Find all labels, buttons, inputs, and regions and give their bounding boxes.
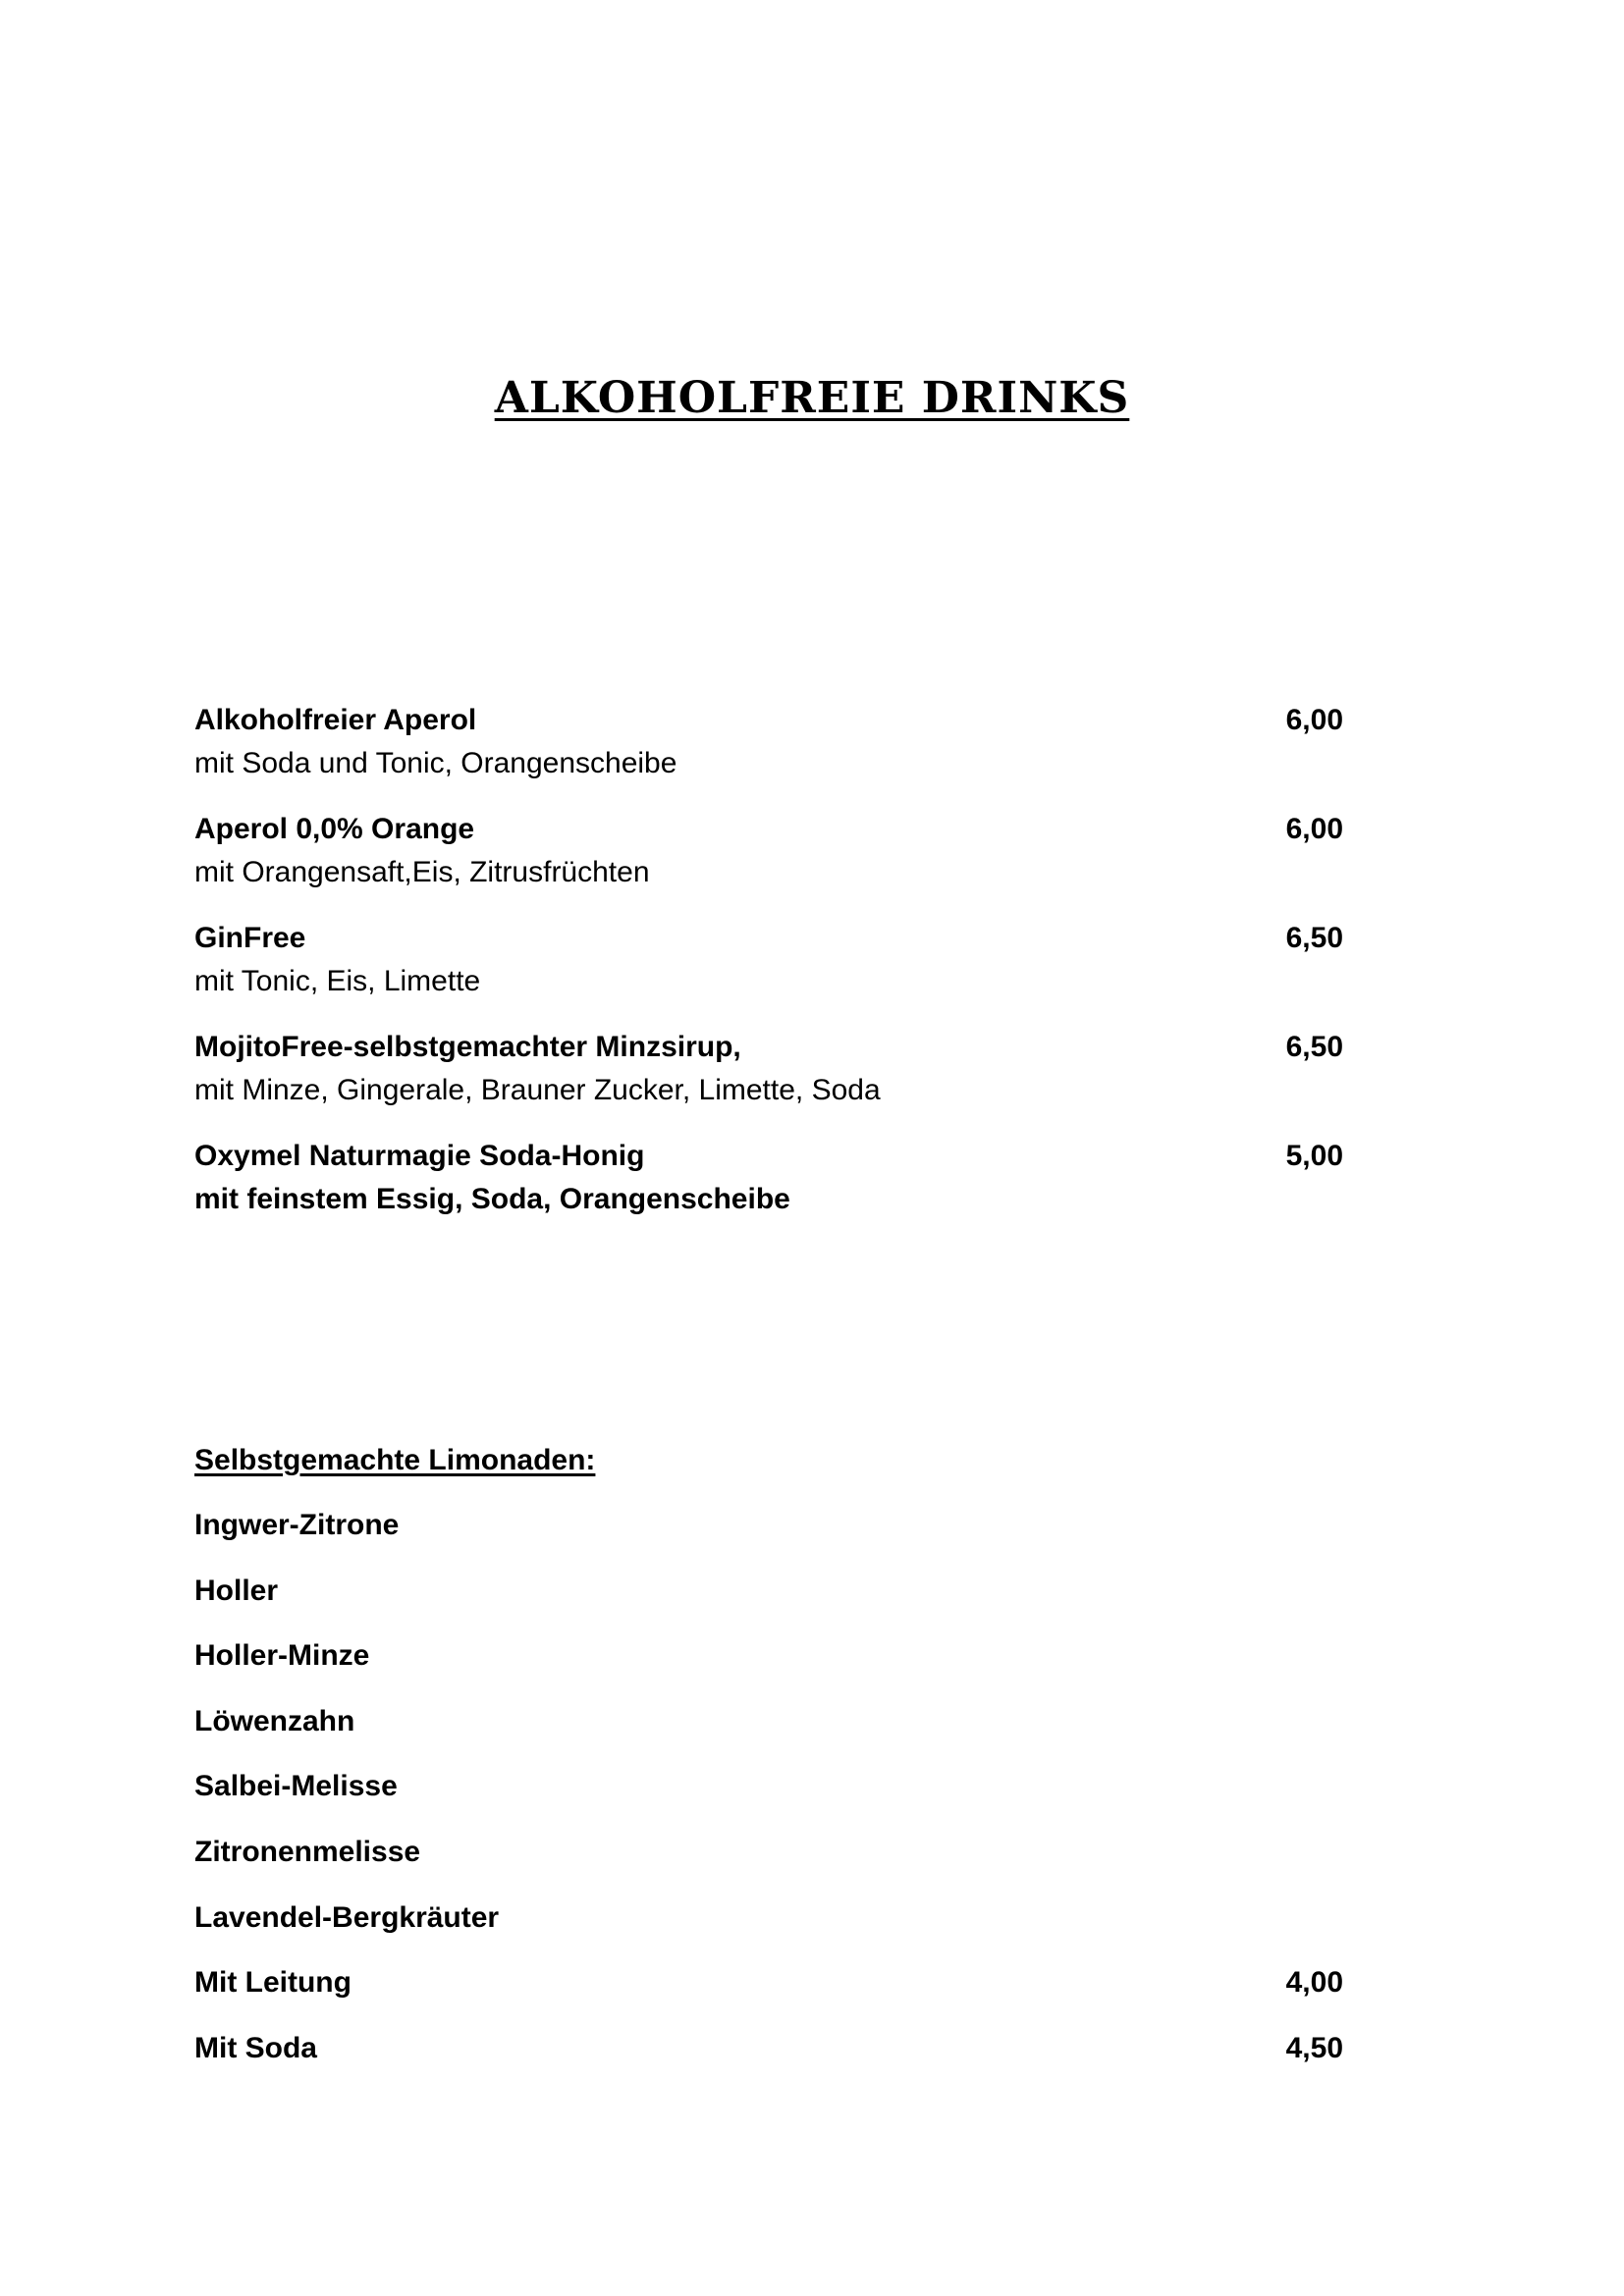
drink-price: 5,00 [1285, 1140, 1343, 1172]
lemonade-option-price: 4,50 [1285, 2031, 1343, 2064]
drink-name: GinFree [194, 922, 306, 954]
drink-item [194, 699, 1343, 808]
drink-description: mit Tonic, Eis, Limette [194, 965, 481, 997]
lemonade-option [194, 1961, 1343, 2027]
drink-name: Alkoholfreier Aperol [194, 704, 477, 736]
lemonade-option-name: Mit Soda [194, 2031, 317, 2064]
drink-price: 6,50 [1285, 922, 1343, 954]
drink-name: Aperol 0,0% Orange [194, 813, 475, 845]
lemonade-flavor: Holler-Minze [194, 1639, 370, 1673]
drink-item [194, 917, 1343, 1026]
lemonade-heading: Selbstgemachte Limonaden: [194, 1444, 596, 1476]
drink-item [194, 1026, 1343, 1135]
lemonade-flavor: Lavendel-Bergkräuter [194, 1900, 500, 1934]
lemonade-flavor: Löwenzahn [194, 1704, 355, 1737]
drink-price: 6,00 [1285, 704, 1343, 736]
drink-name: MojitoFree-selbstgemachter Minzsirup, [194, 1031, 741, 1063]
drink-description: mit Orangensaft,Eis, Zitrusfrüchten [194, 856, 650, 888]
drink-description: mit Soda und Tonic, Orangenscheibe [194, 747, 677, 779]
lemonade-option-name: Mit Leitung [194, 1966, 352, 2000]
drink-item [194, 1135, 1343, 1244]
lemonade-section [194, 1439, 1343, 2092]
lemonade-option-price: 4,00 [1285, 1966, 1343, 2000]
page-title: ALKOHOLFREIE DRINKS [494, 373, 1130, 423]
drinks-list [194, 699, 1343, 1244]
lemonade-flavor: Zitronenmelisse [194, 1835, 421, 1868]
drink-description: mit Minze, Gingerale, Brauner Zucker, Limette, Soda [194, 1074, 881, 1106]
lemonade-flavor: Holler [194, 1574, 279, 1607]
drink-price: 6,00 [1285, 813, 1343, 845]
drink-description: mit feinstem Essig, Soda, Orangenscheibe [194, 1183, 790, 1215]
drink-price: 6,50 [1285, 1031, 1343, 1063]
lemonade-option [194, 2027, 1343, 2093]
drink-name: Oxymel Naturmagie Soda-Honig [194, 1140, 645, 1172]
drink-item [194, 808, 1343, 917]
lemonade-flavor: Ingwer-Zitrone [194, 1509, 400, 1541]
lemonade-flavor: Salbei-Melisse [194, 1770, 398, 1803]
